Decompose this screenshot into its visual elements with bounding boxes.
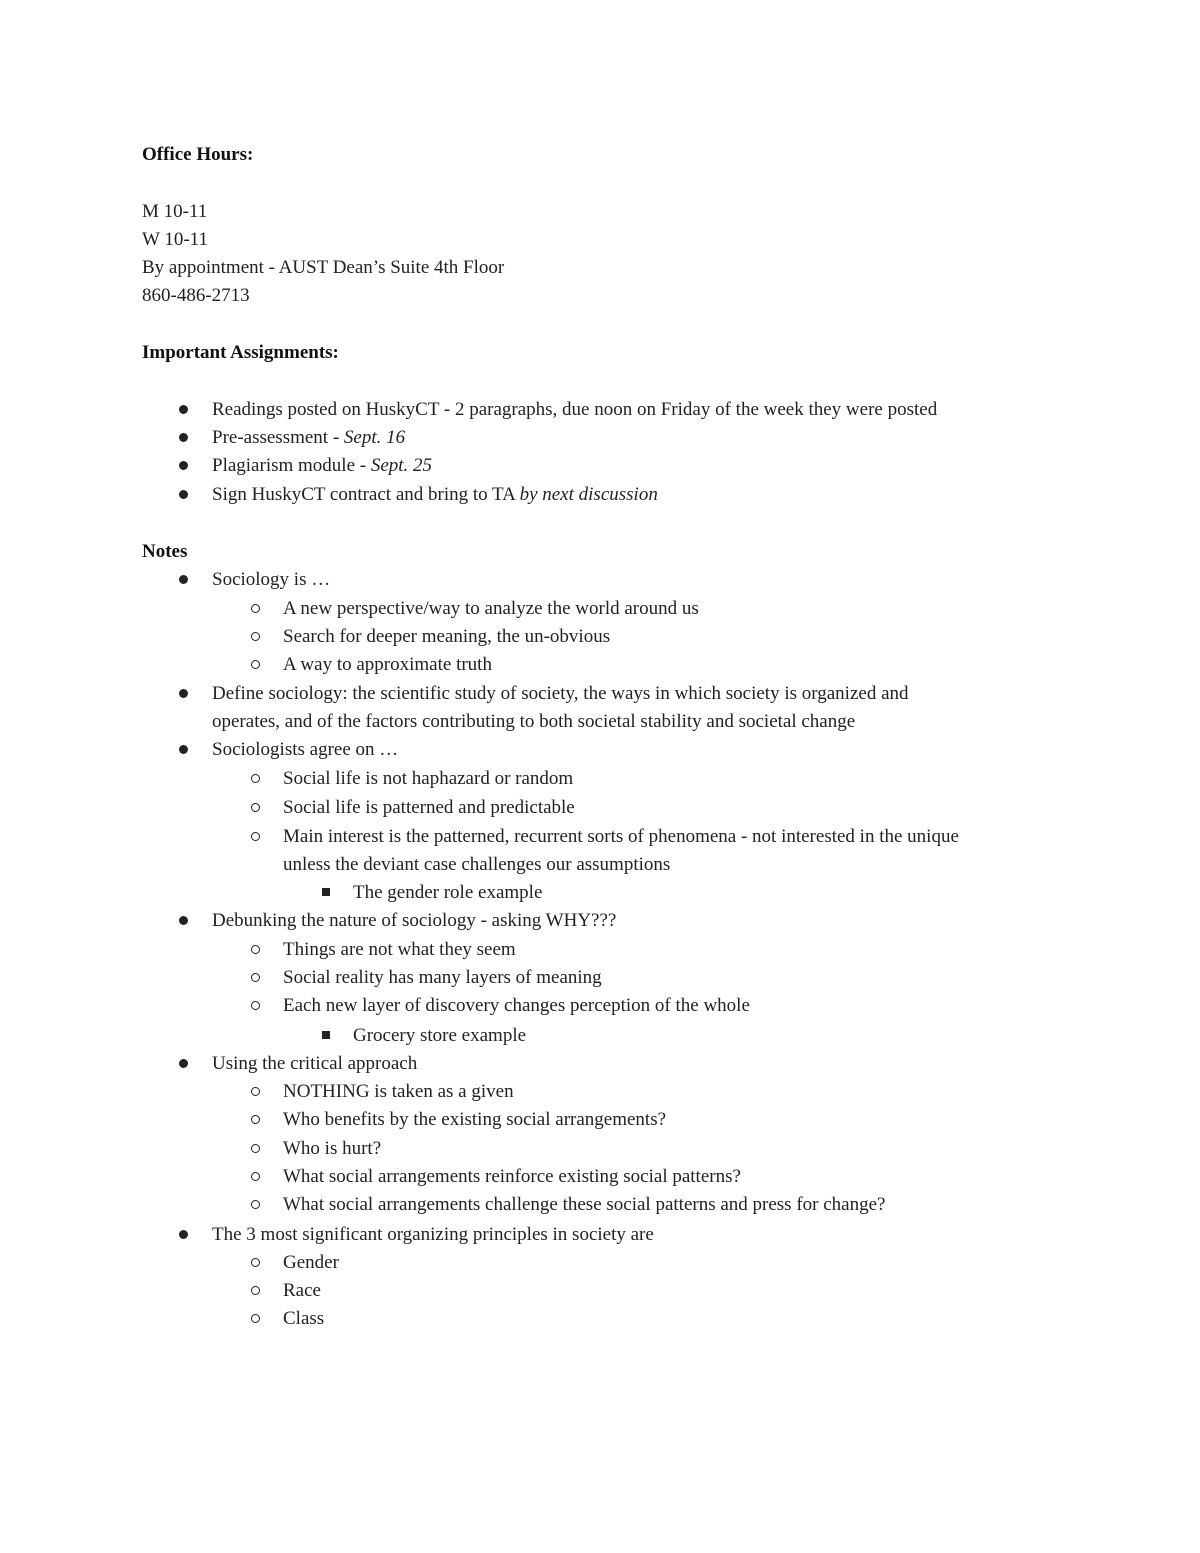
bullet-icon [176,1223,190,1247]
notes-item-sociology-is: Sociology is … [212,569,331,590]
square-bullet-icon [319,881,333,905]
notes-subitem: A new perspective/way to analyze the world around us [283,598,699,619]
square-bullet-icon [319,1024,333,1048]
notes-subitem: Social reality has many layers of meaning [283,967,602,988]
circle-bullet-icon [248,966,262,990]
notes-subitem: Each new layer of discovery changes perception of the whole [283,995,750,1016]
circle-bullet-icon [248,597,262,621]
circle-bullet-icon [248,1080,262,1104]
circle-bullet-icon [248,767,262,791]
assignment-item-contract: Sign HuskyCT contract and bring to TA by next discussion [212,484,658,505]
circle-bullet-icon [248,1165,262,1189]
notes-subitem: What social arrangements challenge these social patterns and press for change? [283,1194,886,1215]
circle-bullet-icon [248,1108,262,1132]
circle-bullet-icon [248,1137,262,1161]
assignments-heading: Important Assignments: [142,342,339,363]
bullet-icon [176,426,190,450]
assignment-item-pre-assessment: Pre-assessment - Sept. 16 [212,427,406,448]
notes-subitem: Main interest is the patterned, recurrent sorts of phenomena - not interested in the unique [283,826,959,847]
notes-subitem: Social life is patterned and predictable [283,797,575,818]
bullet-icon [176,398,190,422]
notes-heading: Notes [142,541,188,562]
circle-bullet-icon [248,796,262,820]
notes-subitem: Social life is not haphazard or random [283,768,574,789]
notes-subitem: NOTHING is taken as a given [283,1081,514,1102]
bullet-icon [176,1052,190,1076]
notes-item-define-sociology-cont: operates, and of the factors contributing to both societal stability and societal change [212,711,856,732]
notes-subitem: Things are not what they seem [283,939,516,960]
notes-subsubitem: The gender role example [353,882,543,903]
office-hours-heading: Office Hours: [142,144,254,165]
notes-item-define-sociology: Define sociology: the scientific study of society, the ways in which society is organized and [212,683,909,704]
assignment-item-plagiarism: Plagiarism module - Sept. 25 [212,455,433,476]
circle-bullet-icon [248,1251,262,1275]
notes-subitem-cont: unless the deviant case challenges our assumptions [283,854,671,875]
circle-bullet-icon [248,625,262,649]
notes-subitem: What social arrangements reinforce existing social patterns? [283,1166,741,1187]
notes-item-debunking: Debunking the nature of sociology - asking WHY??? [212,910,617,931]
office-hours-phone: 860-486-2713 [142,285,250,306]
circle-bullet-icon [248,825,262,849]
bullet-icon [176,483,190,507]
notes-item-organizing-principles: The 3 most significant organizing principles in society are [212,1224,654,1245]
notes-subitem: Class [283,1308,325,1329]
office-hours-appointment: By appointment - AUST Dean’s Suite 4th Floor [142,257,505,278]
circle-bullet-icon [248,1193,262,1217]
office-hours-wednesday: W 10-11 [142,229,208,250]
circle-bullet-icon [248,1307,262,1331]
notes-subitem: Race [283,1280,321,1301]
circle-bullet-icon [248,653,262,677]
circle-bullet-icon [248,994,262,1018]
bullet-icon [176,738,190,762]
circle-bullet-icon [248,938,262,962]
assignment-item-readings: Readings posted on HuskyCT - 2 paragraphs, due noon on Friday of the week they were posted [212,399,938,420]
circle-bullet-icon [248,1279,262,1303]
notes-subitem: Who benefits by the existing social arrangements? [283,1109,667,1130]
office-hours-monday: M 10-11 [142,201,208,222]
bullet-icon [176,568,190,592]
notes-item-sociologists-agree: Sociologists agree on … [212,739,399,760]
notes-subitem: Search for deeper meaning, the un-obvious [283,626,611,647]
notes-subsubitem: Grocery store example [353,1025,527,1046]
notes-item-critical-approach: Using the critical approach [212,1053,418,1074]
notes-subitem: Who is hurt? [283,1138,382,1159]
bullet-icon [176,682,190,706]
notes-subitem: Gender [283,1252,339,1273]
bullet-icon [176,909,190,933]
bullet-icon [176,454,190,478]
notes-subitem: A way to approximate truth [283,654,492,675]
